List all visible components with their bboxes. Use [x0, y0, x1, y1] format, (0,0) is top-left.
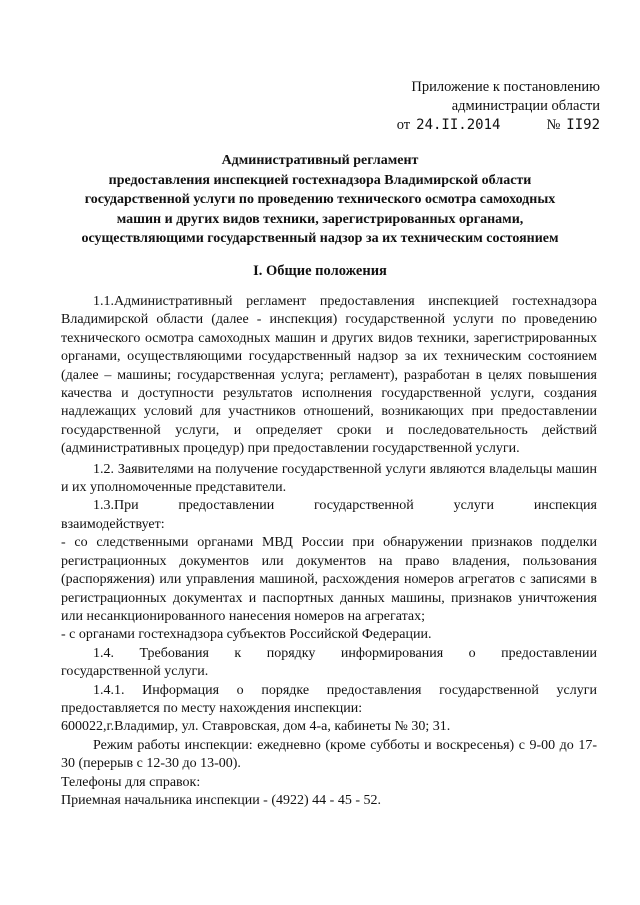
title-line-4: машин и других видов техники, зарегистрированных органами,	[116, 211, 524, 227]
paragraph-1-4-word: Требования	[139, 645, 209, 661]
paragraph-1-4-word: информирования	[340, 645, 444, 661]
phones-label: Телефоны для справок:	[61, 774, 201, 790]
paragraph-1-2: 1.2. Заявителями на получение государственной услуги являются владельцы машин и их уполномоченные представители.	[61, 461, 597, 496]
paragraph-1-4-first-line	[61, 645, 597, 663]
inspection-address: 600022,г.Владимир, ул. Ставровская, дом 4-а, кабинеты № 30; 31.	[61, 719, 451, 735]
paragraph-1-4-word: предоставлении	[501, 645, 597, 661]
section-body	[61, 293, 597, 810]
list-item-gostekhnadzor-bodies: - с органами гостехнадзора субъектов Российской Федерации.	[61, 627, 432, 643]
paragraph-1-3-word: государственной	[314, 498, 414, 514]
paragraph-1-4-word: к	[234, 645, 242, 661]
annex-line-2: администрации области	[451, 98, 600, 114]
paragraph-1-4-word: 1.4.	[93, 645, 114, 661]
title-line-2: предоставления инспекцией гостехнадзора Владимирской области	[108, 172, 532, 188]
working-hours: Режим работы инспекции: ежедневно (кроме субботы и воскресенья) с 9-00 до 17-30 (перерыв с 12-30 до 13-00).	[61, 737, 597, 772]
paragraph-1-3-word: 1.3.При	[93, 498, 139, 514]
paragraph-1-3-word: предоставлении	[178, 498, 275, 514]
title-line-5: осуществляющими государственный надзор за их техническим состоянием	[81, 231, 559, 246]
annex-number-label: №	[546, 117, 561, 133]
paragraph-1-4-word: о	[468, 645, 476, 661]
paragraph-1-4-continuation: государственной услуги.	[61, 664, 209, 680]
annex-date-number	[397, 116, 600, 135]
paragraph-1-3-continuation: взаимодействует:	[61, 516, 165, 532]
annex-number: II92	[566, 117, 600, 133]
title-line-3: государственной услуги по проведению технического осмотра самоходных	[84, 192, 556, 207]
paragraph-1-3-word: инспекция	[533, 498, 597, 514]
annex-line-1: Приложение к постановлению	[411, 79, 600, 95]
paragraph-1-3-word: услуги	[453, 498, 495, 514]
section-heading: I. Общие положения	[253, 263, 387, 279]
annex-date: 24.II.2014	[416, 117, 501, 133]
paragraph-1-1: 1.1.Административный регламент предоставления инспекцией гостехнадзора Владимирской области (далее - инспекция) государственной услуги по проведению технического осмотра самоходных машин и других видов техники, зарегистрированных органами, осуществляющими государственный надзор за их техническим состоянием (далее – машины; государственная услуга; регламент), разработан в целях повышения качества и доступности результатов исполнения государственной услуги, создания надлежащих условий для участников отношений, возникающих при предоставлении государственной услуги, и определяет сроки и последовательность действий (административных процедур) при предоставлении государственной услуги.	[61, 294, 597, 457]
annex-date-prefix: от	[396, 117, 411, 133]
paragraph-1-3-first-line	[61, 497, 597, 515]
paragraph-1-4-word: порядку	[266, 645, 316, 661]
document-title	[40, 151, 600, 249]
reception-phone: Приемная начальника инспекции - (4922) 44 - 45 - 52.	[61, 792, 381, 808]
paragraph-1-4-1: 1.4.1. Информация о порядке предоставления государственной услуги предоставляется по месту нахождения инспекции:	[61, 682, 597, 716]
title-line-1: Административный регламент	[221, 153, 419, 168]
annex-header	[397, 78, 600, 135]
list-item-investigative-bodies: - со следственными органами МВД России при обнаружении признаков подделки регистрационных документов или документов на право владения, пользования (распоряжения) или управления машиной, расхождения номеров агрегатов с записями в регистрационных документах и паспортных данных машины, признаков уничтожения или несанкционированного нанесения номеров на агрегатах;	[61, 535, 597, 624]
